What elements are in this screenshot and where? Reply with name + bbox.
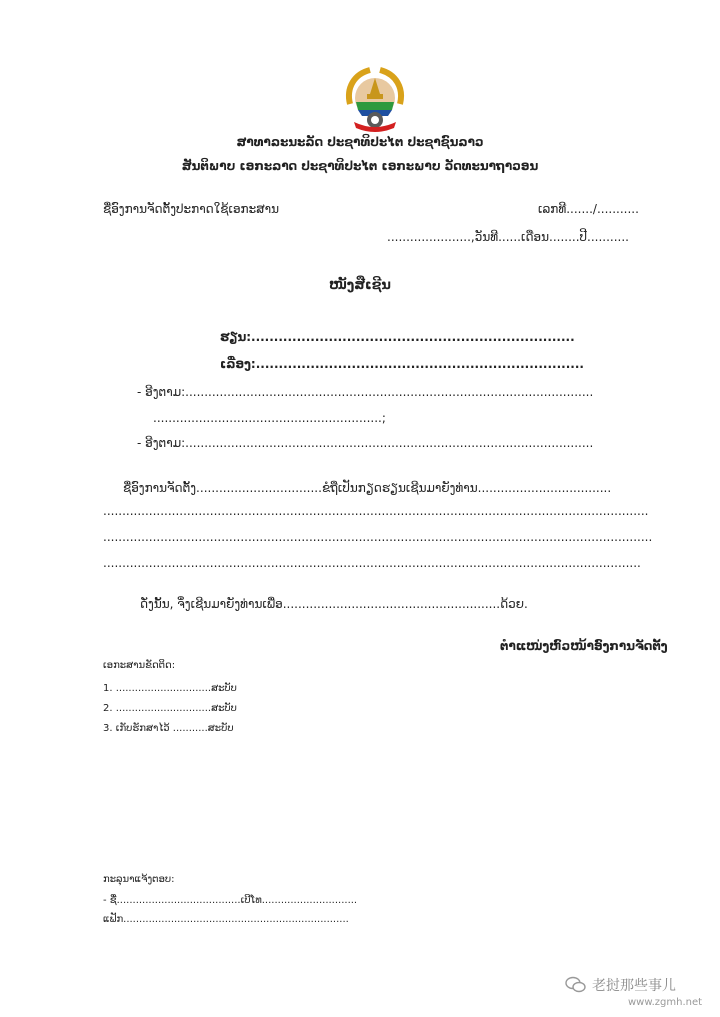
reference-1-continuation: ............................................................; xyxy=(153,411,386,425)
issuing-org-label: ຊື່ອົງການຈັດຕັ້ງປະກາດໃຊ້ເອກະສານ xyxy=(103,202,280,216)
attachment-item-1: 1. ..............................ສະບັບ xyxy=(103,683,237,694)
to-field: ຮຽນ:....................................................................... xyxy=(220,330,575,344)
attachment-item-2: 2. ..............................ສະບັບ xyxy=(103,703,237,714)
document-date: ......................,ວັນທີ......ເດືອນ........ປີ........... xyxy=(387,230,629,244)
body-dots-line-1: ............................................................................................................................................... xyxy=(103,504,649,518)
document-title: ໜັງສືເຊີນ xyxy=(329,278,391,293)
signature-title: ຕຳແໜ່ງຫົວໜ້າອົງການຈັດຕັ້ງ xyxy=(500,639,668,653)
watermark-url: www.zgmh.net xyxy=(628,997,703,1008)
watermark-brand: 老挝那些事儿 xyxy=(592,978,676,994)
reply-fax-line: ແຟັກ....................................................................... xyxy=(103,914,349,925)
closing-line: ດັ່ງນັ້ນ, ຈຶ່ງເຊີນມາຍັງທ່ານເພື່ອ.........................................................ດ້ວຍ. xyxy=(140,597,528,611)
attachments-label: ເອກະສານຂັດຕິດ: xyxy=(103,660,176,671)
reference-2: - ອີງຕາມ:........................................................................................................... xyxy=(137,436,594,450)
reference-1: - ອີງຕາມ:........................................................................................................... xyxy=(137,385,594,399)
wechat-icon xyxy=(565,976,587,994)
header-line-1: ສາທາລະນະລັດ ປະຊາທິປະໄຕ ປະຊາຊົນລາວ xyxy=(236,135,484,149)
body-paragraph: ຊື່ອົງການຈັດຕັ້ງ.................................ຂໍຖືເປັນກຽດຮຽນເຊີນມາຍັງທ່ານ................................... xyxy=(123,481,612,495)
document-number: ເລກທີ......./........... xyxy=(538,202,639,216)
body-dots-line-3: ............................................................................................................................................. xyxy=(103,556,641,570)
subject-field: ເລື່ອງ:........................................................................ xyxy=(220,357,584,371)
body-dots-line-2: ................................................................................................................................................ xyxy=(103,530,653,544)
reply-label: ກະລຸນາແຈ້ງຕອບ: xyxy=(103,874,175,885)
national-emblem-icon xyxy=(340,64,410,134)
reply-name-line: - ຊື່.......................................ເບີໂທ.............................. xyxy=(103,895,358,906)
attachment-item-3: 3. ເກັບຮັກສາໄວ້ ...........ສະບັບ xyxy=(103,723,234,734)
header-line-2: ສັນຕິພາບ ເອກະລາດ ປະຊາທິປະໄຕ ເອກະພາບ ວັດທະນາຖາວອນ xyxy=(181,159,539,173)
